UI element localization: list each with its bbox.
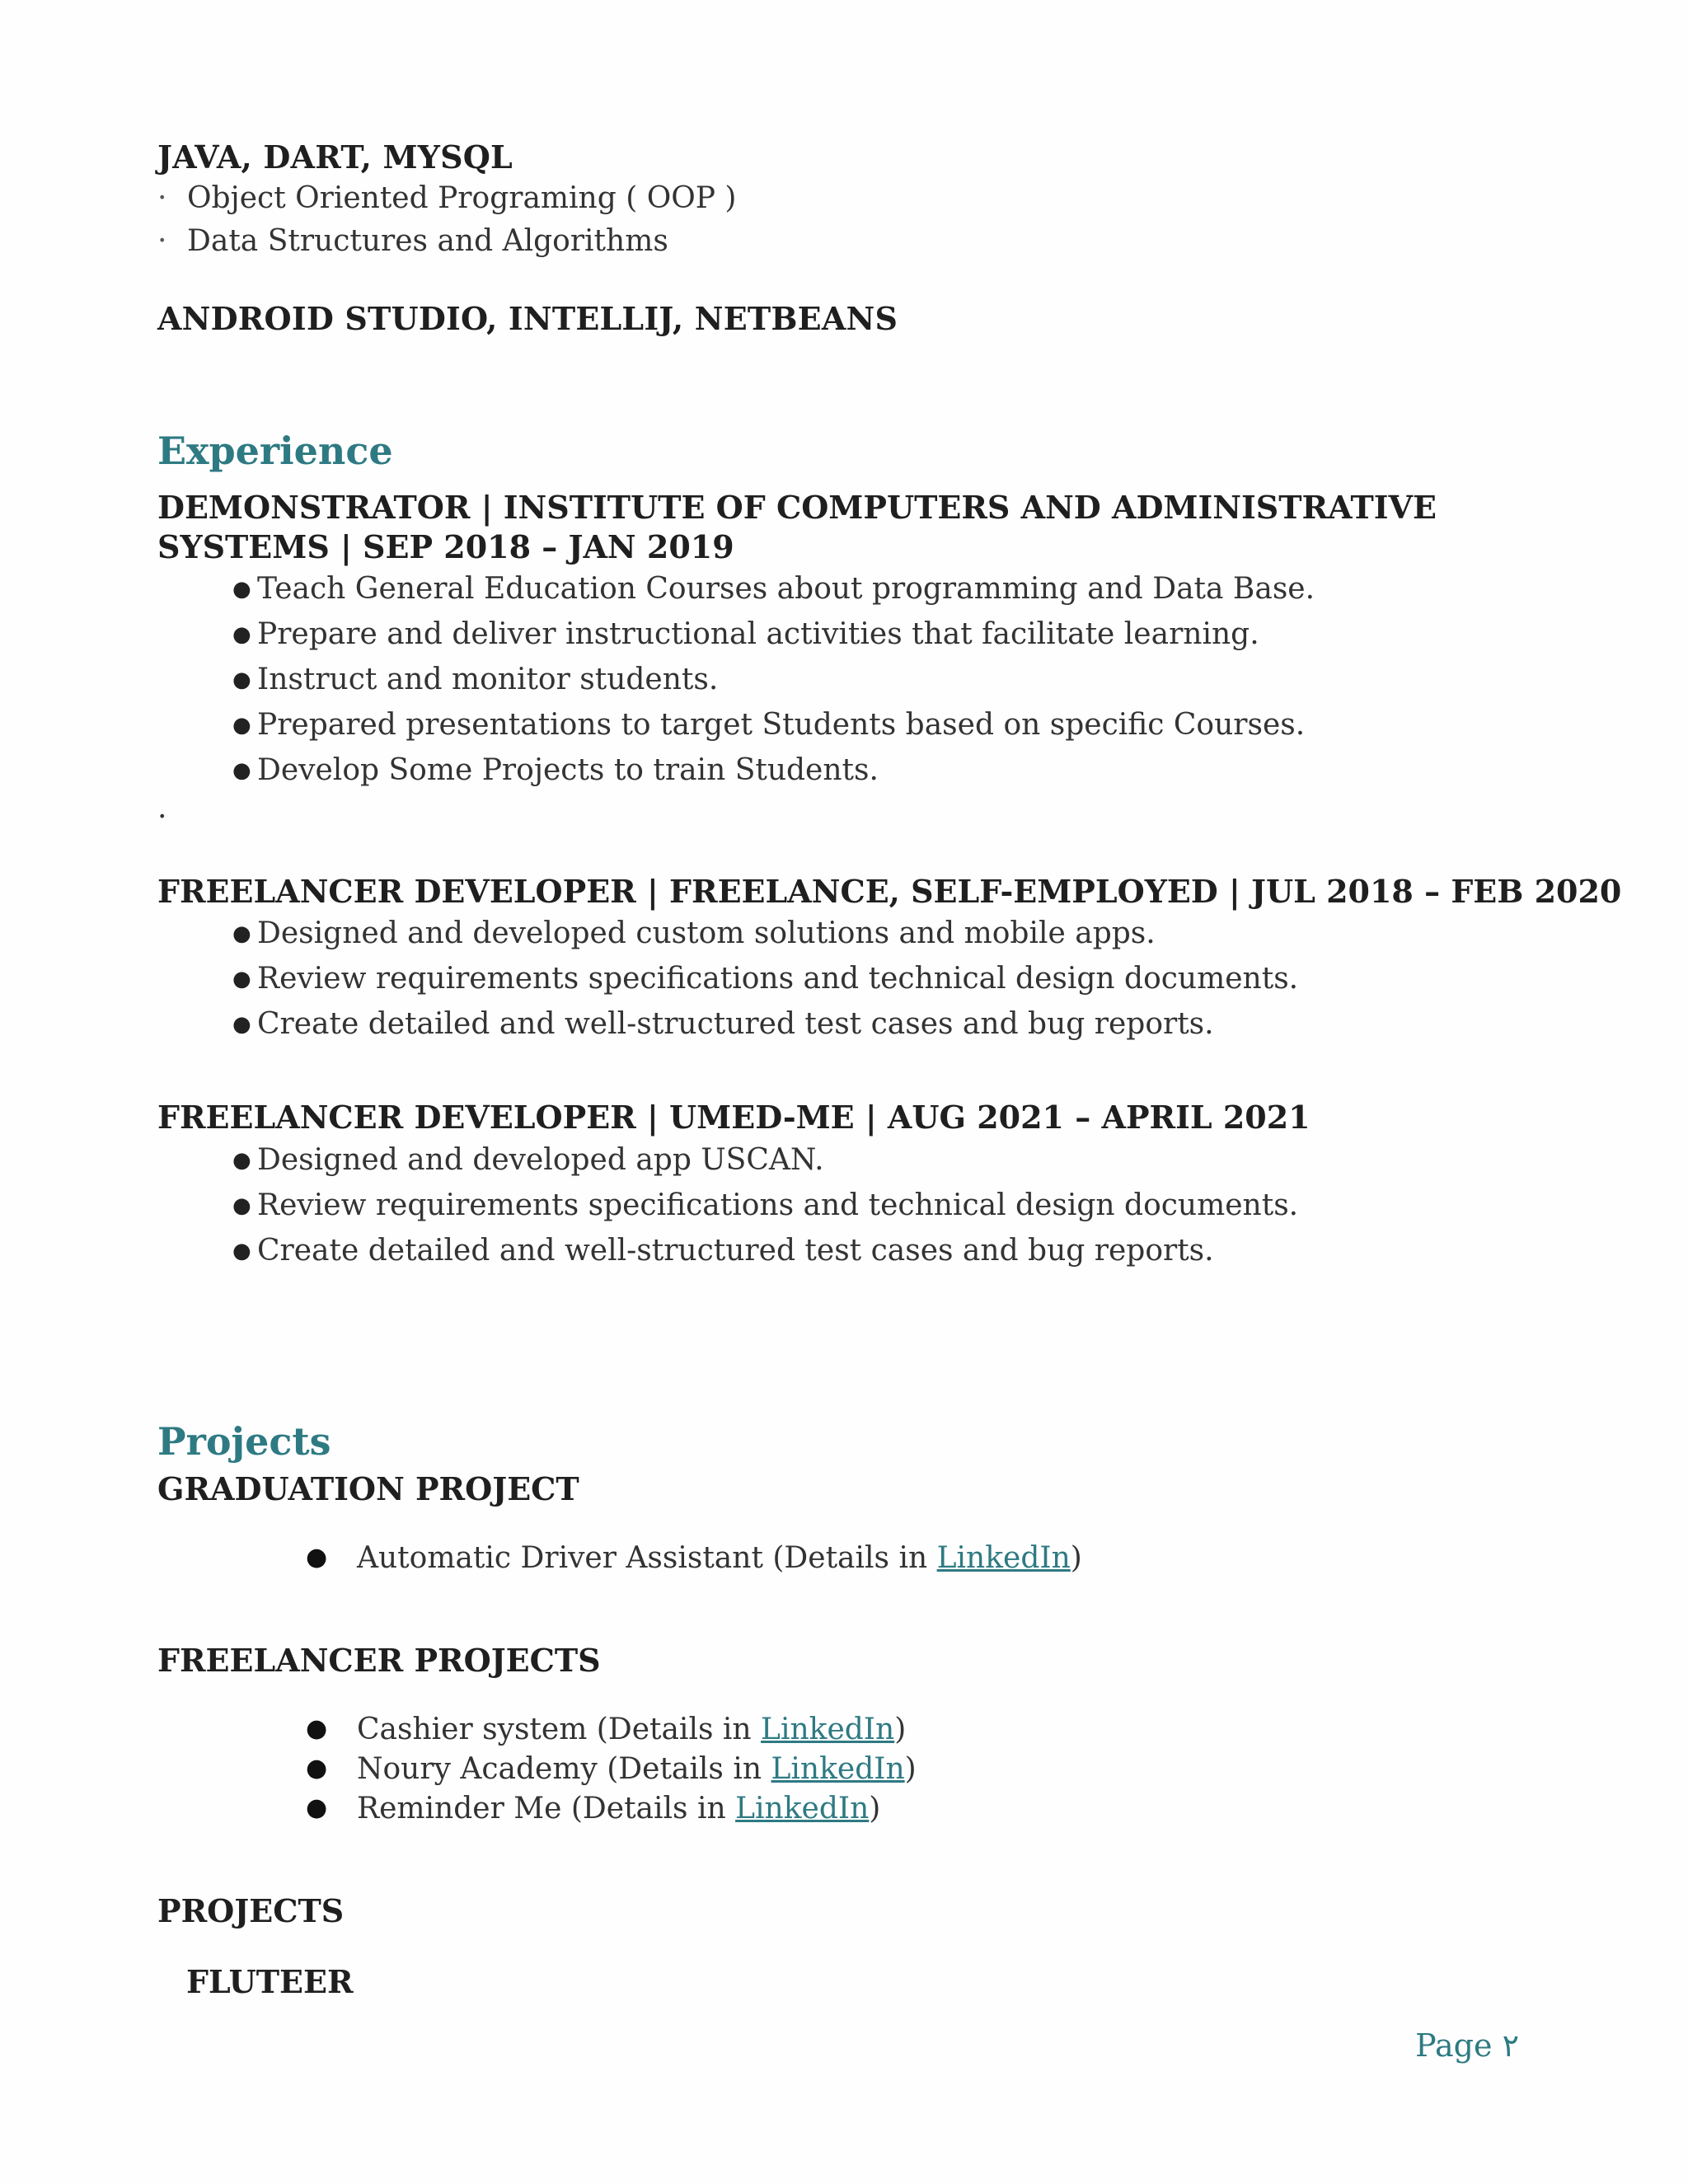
project-details-prefix: (Details in	[561, 1792, 736, 1825]
job-bullet-text: Designed and developed app USCAN.	[257, 1143, 824, 1177]
skills-tools-heading: ANDROID STUDIO, INTELLIJ, NETBEANS	[157, 300, 898, 337]
bullet-dot-icon: ●	[232, 577, 251, 602]
job-bullet-text: Review requirements specifications and technical design documents.	[257, 962, 1299, 996]
job-bullet	[232, 708, 1305, 742]
job-heading: DEMONSTRATOR | INSTITUTE OF COMPUTERS AND ADMINISTRATIVE SYSTEMS | SEP 2018 – JAN 2019	[157, 489, 1437, 565]
bullet-dot-icon: ●	[232, 1193, 251, 1218]
linkedin-link[interactable]: LinkedIn	[936, 1541, 1071, 1575]
job-bullet-text: Instruct and monitor students.	[257, 663, 719, 696]
project-details-suffix: )	[869, 1792, 881, 1825]
projects-heading: PROJECTS	[157, 1892, 345, 1929]
project-details-prefix: (Details in	[597, 1752, 771, 1786]
job-bullet-text: Prepare and deliver instructional activities that facilitate learning.	[257, 617, 1259, 651]
page-number: Page ٢	[1415, 2027, 1519, 2064]
job-bullet-text: Designed and developed custom solutions and mobile apps.	[257, 916, 1156, 950]
linkedin-link[interactable]: LinkedIn	[761, 1713, 895, 1746]
skill-item	[157, 224, 668, 258]
bullet-dot-icon: ●	[232, 1239, 251, 1263]
bullet-dot-icon: ●	[232, 758, 251, 783]
job-bullet-text: Teach General Education Courses about programming and Data Base.	[257, 572, 1315, 606]
project-item	[306, 1792, 880, 1825]
bullet-dot-icon: ●	[232, 1148, 251, 1173]
job-bullet	[232, 572, 1315, 606]
bullet-dot-icon: ●	[232, 921, 251, 946]
project-item	[306, 1541, 1082, 1575]
project-name: Automatic Driver Assistant	[357, 1541, 763, 1575]
projects-section-title: Projects	[157, 1419, 331, 1464]
freelancer-projects-heading: FREELANCER PROJECTS	[157, 1642, 601, 1679]
project-details-suffix: )	[904, 1752, 917, 1786]
project-details-suffix: )	[894, 1713, 907, 1746]
project-details-prefix: (Details in	[762, 1541, 937, 1575]
job-bullet-text: Create detailed and well-structured test cases and bug reports.	[257, 1234, 1214, 1268]
job-bullet	[232, 1007, 1214, 1041]
job-bullet-text: Develop Some Projects to train Students.	[257, 753, 879, 787]
bullet-dot-icon: ●	[306, 1714, 328, 1743]
project-details-suffix: )	[1070, 1541, 1082, 1575]
bullet-dot-icon: ●	[306, 1754, 328, 1783]
experience-section-title: Experience	[157, 429, 393, 473]
skill-item-text: Object Oriented Programing ( OOP )	[187, 181, 737, 215]
job-bullet-text: Prepared presentations to target Students based on specific Courses.	[257, 708, 1306, 742]
job-bullet-text: Review requirements specifications and technical design documents.	[257, 1188, 1299, 1222]
fluteer-heading: FLUTEER	[186, 1963, 354, 2000]
project-item	[306, 1752, 917, 1786]
bullet-dot-icon: ●	[232, 713, 251, 738]
bullet-marker: ·	[157, 224, 167, 258]
project-name: Noury Academy	[357, 1752, 598, 1786]
bullet-dot-icon: ●	[306, 1793, 328, 1822]
bullet-dot-icon: ●	[232, 668, 251, 692]
job-bullet	[232, 1234, 1214, 1268]
linkedin-link[interactable]: LinkedIn	[735, 1792, 870, 1825]
project-item	[306, 1713, 906, 1746]
project-name: Reminder Me	[357, 1792, 562, 1825]
job-bullet-text: Create detailed and well-structured test cases and bug reports.	[257, 1007, 1214, 1041]
trailing-period: .	[157, 791, 167, 825]
job-bullet	[232, 962, 1298, 996]
linkedin-link[interactable]: LinkedIn	[771, 1752, 905, 1786]
job-bullet	[232, 663, 718, 696]
bullet-dot-icon: ●	[306, 1543, 328, 1572]
bullet-marker: ·	[157, 181, 167, 215]
job-bullet	[232, 617, 1259, 651]
graduation-project-heading: GRADUATION PROJECT	[157, 1470, 579, 1507]
bullet-dot-icon: ●	[232, 1012, 251, 1037]
bullet-dot-icon: ●	[232, 967, 251, 991]
job-heading: FREELANCER DEVELOPER | FREELANCE, SELF-EMPLOYED | JUL 2018 – FEB 2020	[157, 873, 1622, 910]
job-heading: FREELANCER DEVELOPER | UMED-ME | AUG 2021 – APRIL 2021	[157, 1099, 1311, 1136]
project-name: Cashier system	[357, 1713, 588, 1746]
bullet-dot-icon: ●	[232, 622, 251, 647]
job-bullet	[232, 753, 879, 787]
skill-item	[157, 181, 736, 215]
skill-item-text: Data Structures and Algorithms	[187, 224, 668, 258]
skills-languages-heading: JAVA, DART, MYSQL	[157, 138, 513, 176]
project-details-prefix: (Details in	[587, 1713, 762, 1746]
job-bullet	[232, 1188, 1298, 1222]
job-bullet	[232, 916, 1156, 950]
job-bullet	[232, 1143, 824, 1177]
